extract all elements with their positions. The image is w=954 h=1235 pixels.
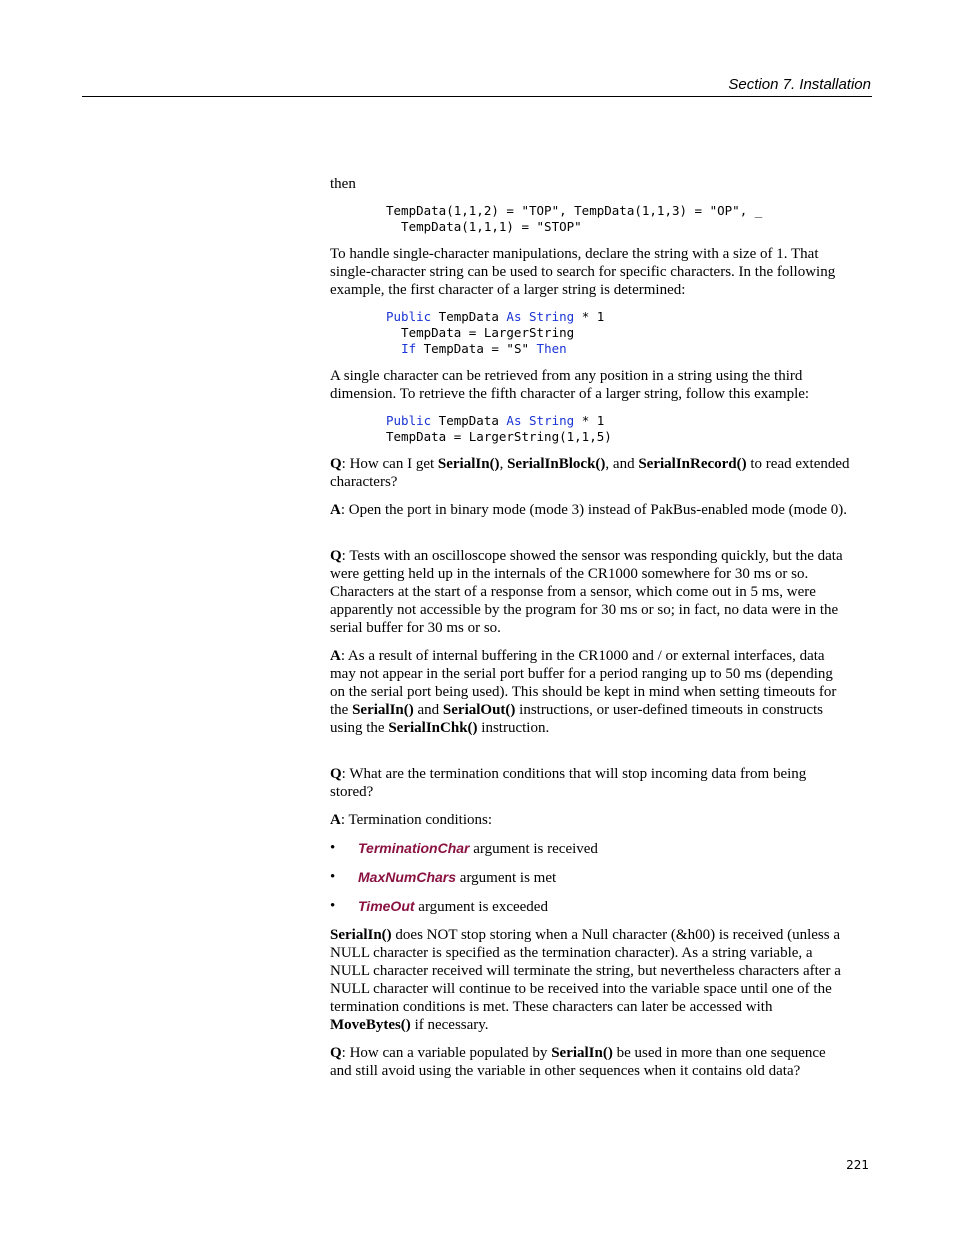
list-item bbox=[330, 839, 850, 858]
instruction-name: SerialInBlock() bbox=[507, 456, 606, 472]
keyword-string: String bbox=[529, 413, 575, 428]
answer-1 bbox=[330, 501, 850, 519]
paragraph-retrieve: A single character can be retrieved from any position in a string using the third dimension. To retrieve the fifth character of a larger string, follow this example: bbox=[330, 368, 810, 402]
code-indent bbox=[386, 341, 401, 356]
code-line: TempData(1,1,2) = "TOP", TempData(1,1,3) = "OP", _ bbox=[386, 203, 763, 218]
q-label: Q bbox=[330, 1045, 342, 1061]
instruction-name: SerialIn() bbox=[551, 1045, 613, 1061]
q-text: , bbox=[499, 456, 508, 472]
a-text: instruction. bbox=[477, 720, 550, 736]
instruction-name: SerialInChk() bbox=[388, 720, 478, 736]
code-line: TempData = LargerString(1,1,5) bbox=[386, 429, 612, 444]
answer-2 bbox=[330, 647, 850, 737]
q-text: : How can I get bbox=[341, 456, 438, 472]
a-label: A bbox=[330, 502, 341, 518]
bullet-icon: • bbox=[330, 840, 336, 856]
q-label: Q bbox=[330, 766, 342, 782]
keyword-as: As bbox=[506, 413, 522, 428]
question-4 bbox=[330, 1044, 850, 1080]
a-text: : Open the port in binary mode (mode 3) instead of PakBus-enabled mode (mode 0). bbox=[340, 502, 847, 518]
a-text: : Termination conditions: bbox=[340, 812, 493, 828]
code-block-2 bbox=[386, 309, 850, 357]
instruction-name: SerialIn() bbox=[437, 456, 500, 472]
then-text: then bbox=[330, 176, 356, 192]
serialin-note bbox=[330, 926, 850, 1034]
argument-name: MaxNumChars bbox=[358, 869, 457, 885]
keyword-string: String bbox=[529, 309, 575, 324]
paragraph-single-char: To handle single-character manipulations, declare the string with a size of 1. That single-character string can be used to search for specific characters. In the following example, the first character of a larger string is determined: bbox=[330, 246, 836, 298]
list-item bbox=[330, 897, 850, 916]
keyword-as: As bbox=[506, 309, 522, 324]
argument-name: TerminationChar bbox=[358, 840, 470, 856]
instruction-name: SerialInRecord() bbox=[638, 456, 747, 472]
code-text: * 1 bbox=[574, 413, 605, 428]
q-text: : How can a variable populated by bbox=[341, 1045, 552, 1061]
list-item bbox=[330, 868, 850, 887]
code-text: TempData bbox=[431, 413, 507, 428]
q-text: , and bbox=[605, 456, 639, 472]
a-text: instructions, or user-defined timeouts in constructs using the bbox=[330, 702, 823, 736]
a-text: and bbox=[413, 702, 443, 718]
bullet-icon: • bbox=[330, 898, 336, 914]
q-label: Q bbox=[330, 456, 342, 472]
question-1 bbox=[330, 455, 850, 491]
instruction-name: SerialIn() bbox=[352, 702, 414, 718]
code-text: TempData bbox=[431, 309, 507, 324]
list-item-text: argument is received bbox=[469, 841, 598, 857]
q-text: to read extended characters? bbox=[330, 456, 850, 490]
code-block-1 bbox=[386, 203, 850, 235]
question-3 bbox=[330, 765, 850, 801]
keyword-then: Then bbox=[536, 341, 567, 356]
q-text: : Tests with an oscilloscope showed the sensor was responding quickly, but the data were getting held up in the internals of the CR1000 somewhere for 30 ms or so. Characters at the start of a response from a sensor, which come out in 5 ms, were apparently not accessible by the program for 30 ms or so; in fact, no data were in the serial buffer for 30 ms or so. bbox=[330, 548, 843, 636]
keyword-if: If bbox=[401, 341, 417, 356]
note-text: does NOT stop storing when a Null character (&h00) is received (unless a NULL character is specified as the termination character). As a string variable, a NULL character received will terminate the string, but nevertheless characters after a NULL character will continue to be received into the variable space until one of the termination conditions is met. These characters can later be accessed with bbox=[330, 927, 841, 1015]
q-text: be used in more than one sequence and still avoid using the variable in other sequences when it contains old data? bbox=[330, 1045, 826, 1079]
code-line: TempData = LargerString bbox=[386, 325, 575, 340]
instruction-name: MoveBytes() bbox=[330, 1017, 411, 1033]
q-text: : What are the termination conditions that will stop incoming data from being stored? bbox=[330, 766, 807, 800]
code-text: TempData = "S" bbox=[416, 341, 537, 356]
page-number: 221 bbox=[846, 1158, 869, 1172]
list-item-text: argument is exceeded bbox=[414, 899, 548, 915]
keyword-public: Public bbox=[386, 309, 432, 324]
header-rule bbox=[82, 96, 872, 97]
a-label: A bbox=[330, 648, 341, 664]
code-block-3 bbox=[386, 413, 850, 445]
argument-name: TimeOut bbox=[358, 898, 415, 914]
instruction-name: SerialIn() bbox=[330, 927, 392, 943]
instruction-name: SerialOut() bbox=[442, 702, 516, 718]
code-text: * 1 bbox=[574, 309, 605, 324]
a-text: : As a result of internal buffering in the CR1000 and / or external interfaces, data may not appear in the serial port buffer for a period ranging up to 50 ms (depending on the serial port being used). This should be kept in mind when setting timeouts for the bbox=[330, 648, 837, 718]
note-text: if necessary. bbox=[410, 1017, 489, 1033]
a-label: A bbox=[330, 812, 341, 828]
list-item-text: argument is met bbox=[456, 870, 557, 886]
termination-conditions-list bbox=[330, 839, 850, 916]
keyword-public: Public bbox=[386, 413, 432, 428]
section-header: Section 7. Installation bbox=[728, 76, 871, 93]
answer-3 bbox=[330, 811, 850, 829]
code-line: TempData(1,1,1) = "STOP" bbox=[386, 219, 582, 234]
q-label: Q bbox=[330, 548, 342, 564]
question-2 bbox=[330, 547, 850, 637]
bullet-icon: • bbox=[330, 869, 336, 885]
body-text bbox=[330, 175, 850, 1090]
